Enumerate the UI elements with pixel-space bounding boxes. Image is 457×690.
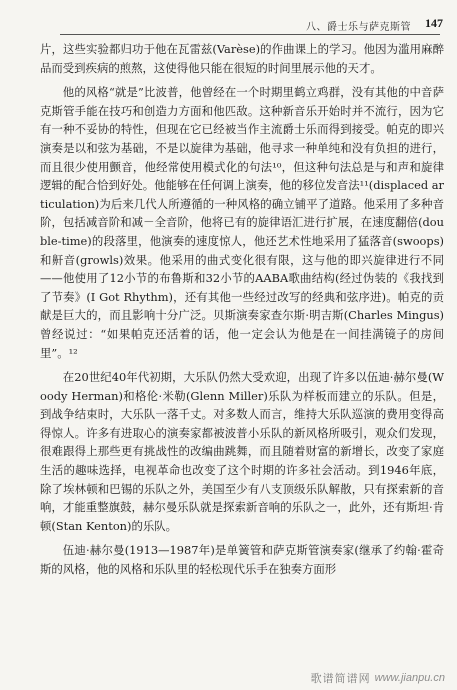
page-header — [0, 14, 457, 36]
watermark-site-name: 歌谱简谱网 — [310, 672, 371, 685]
header-rule — [60, 34, 440, 35]
running-head: 八、爵士乐与萨克斯管 — [306, 22, 411, 33]
body-text — [40, 40, 444, 585]
paragraph-woody-herman: 伍迪·赫尔曼(1913—1987年)是单簧管和萨克斯管演奏家(继承了约翰·霍奇斯的风格，他的风格和乐队里的轻松现代乐手在独奏方面形 — [40, 543, 444, 577]
site-watermark — [311, 670, 445, 686]
watermark-url: www.jianpu.cn — [374, 672, 445, 684]
page-number: 147 — [425, 16, 443, 30]
paragraph-continuation: 片，这些实验都归功于他在瓦雷兹(Varèse)的作曲课上的学习。他因为滥用麻醉品而受到疾病的煎熬，这使得他只能在很短的时间里展示他的天才。 — [40, 42, 444, 75]
paragraph-big-bands: 在20世纪40年代初期，大乐队仍然大受欢迎，出现了许多以伍迪·赫尔曼(Woody Herman)和格伦·米勒(Glenn Miller)乐队为样板而建立的乐队。但是，到战争结束时，大乐队一落千丈。对多数人而言，维持大乐队巡演的费用变得高得惊人。许多有进取心的演奏家都被波普小乐队的新风格所吸引，观众们发现，很难跟得上那些更有挑战性的改编曲跳舞，而且随着财富的新增长，改变了家庭生活的趣味选择，电视革命也改变了这个时期的许多社会活动。到1946年底，除了埃林顿和巴锡的乐队之外，美国至少有八支顶级乐队解散，只有探索新的音响，才能重整旗鼓，赫尔曼乐队就是探索新音响的乐队之一，此外，还有斯坦·肯顿(Stan Kenton)的乐队。 — [40, 370, 444, 533]
paragraph-parker-style: 他的风格“就是”比波普，他曾经在一个时期里鹤立鸡群，没有其他的中音萨克斯管手能在技巧和创造力方面和他匹敌。这种新音乐开始时并不流行，因为它有一种不妥协的特性，但现在它已经被当作主流爵士乐而得到接受。帕克的即兴演奏是以和弦为基础，不是以旋律为基础，他寻求一种单纯和没有负担的进行，而且很少使用颤音，他经常使用模式化的句法¹⁰，但这种句法总是与和声和旋律逻辑的配合恰到好处。他能够在任何调上演奏，他的移位发音法¹¹(displaced articulation)为后来几代人所遵循的一种风格的确立铺平了道路。他采用了多种音阶，包括减音阶和减－全音阶，他将已有的旋律语汇进行扩展，在速度翻倍(double-time)的段落里，他演奏的速度惊人，他还艺术性地采用了猛落音(swoops)和鼾音(growls)效果。他采用的曲式变化很有限，这与他的即兴旋律进行不同——他使用了12小节的布鲁斯和32小节的AABA歌曲结构(经过伪装的《我找到了节奏》(I Got Rhythm)，还有其他一些经过改写的经典和弦序进)。帕克的贡献是巨大的，而且影响十分广泛。贝斯演奏家查尔斯·明吉斯(Charles Mingus)曾经说过：“如果帕克还活着的话，他一定会认为他是在一间挂满镜子的房间里”。¹² — [40, 85, 444, 360]
